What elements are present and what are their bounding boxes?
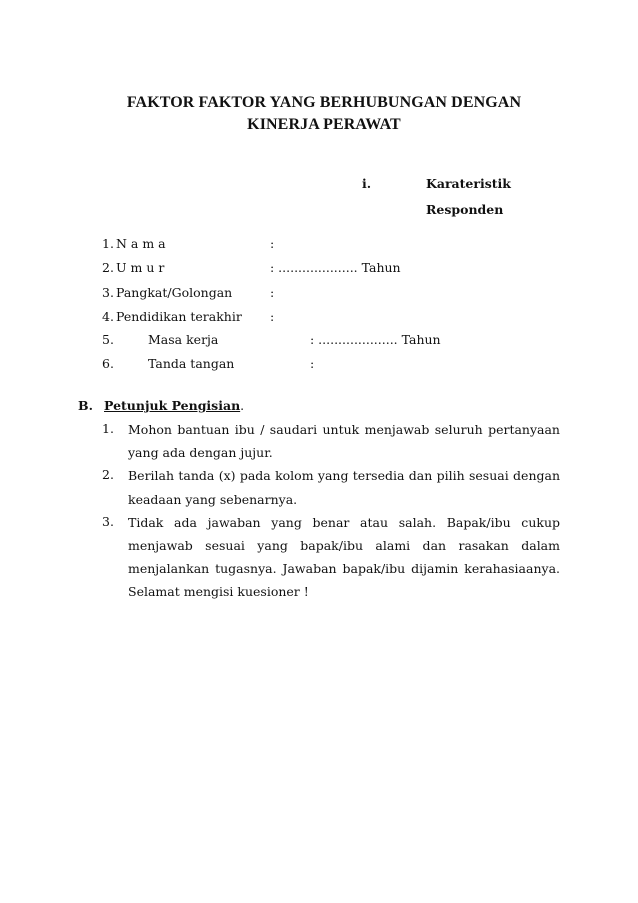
instruction-2-line-2: keadaan yang sebenarnya. xyxy=(128,492,298,507)
field-nama-value: : xyxy=(270,236,275,251)
field-tanda-tangan-value: : xyxy=(310,356,315,371)
field-nama-label: N a m a xyxy=(116,236,166,251)
instruction-3-number: 3. xyxy=(102,514,114,529)
instruction-3-line-3: menjalankan tugasnya. Jawaban bapak/ibu dijamin kerahasiaanya. xyxy=(128,561,560,576)
field-umur-label: U m u r xyxy=(116,260,165,275)
section-a-number: i. xyxy=(362,176,372,191)
field-masa-kerja-value: : .................... Tahun xyxy=(310,332,441,347)
field-pendidikan-number: 4. xyxy=(102,309,114,324)
instruction-3-line-4: Selamat mengisi kuesioner ! xyxy=(128,584,309,599)
instruction-1-line-1: Mohon bantuan ibu / saudari untuk menjawab seluruh pertanyaan xyxy=(128,422,560,437)
section-a-heading-line-1: Karateristik xyxy=(426,176,511,191)
section-a-heading-line-2: Responden xyxy=(426,202,504,217)
section-b-letter: B. xyxy=(78,398,93,413)
instruction-3-line-1: Tidak ada jawaban yang benar atau salah. Bapak/ibu cukup xyxy=(128,515,560,530)
section-b-heading xyxy=(104,398,244,413)
instruction-3-line-2: menjawab sesuai yang bapak/ibu alami dan rasakan dalam xyxy=(128,538,560,553)
instruction-2-line-1: Berilah tanda (x) pada kolom yang tersedia dan pilih sesuai dengan xyxy=(128,468,560,483)
field-pangkat-value: : xyxy=(270,285,275,300)
field-tanda-tangan-label: Tanda tangan xyxy=(148,356,235,371)
title-line-1: FAKTOR FAKTOR YANG BERHUBUNGAN DENGAN xyxy=(126,94,522,111)
field-nama-number: 1. xyxy=(102,236,114,251)
field-pangkat-number: 3. xyxy=(102,285,114,300)
instruction-1-number: 1. xyxy=(102,421,114,436)
field-masa-kerja-number: 5. xyxy=(102,332,114,347)
field-umur-number: 2. xyxy=(102,260,114,275)
instruction-1-line-2: yang ada dengan jujur. xyxy=(128,445,273,460)
field-masa-kerja-label: Masa kerja xyxy=(148,332,219,347)
section-b-heading-period: . xyxy=(240,398,245,413)
field-pendidikan-label: Pendidikan terakhir xyxy=(116,309,242,324)
instruction-2-number: 2. xyxy=(102,467,114,482)
field-tanda-tangan-number: 6. xyxy=(102,356,114,371)
section-b-heading-text: Petunjuk Pengisian xyxy=(104,398,241,413)
field-umur-value: : .................... Tahun xyxy=(270,260,401,275)
field-pangkat-label: Pangkat/Golongan xyxy=(116,285,233,300)
field-pendidikan-value: : xyxy=(270,309,275,324)
title-line-2: KINERJA PERAWAT xyxy=(247,116,401,133)
